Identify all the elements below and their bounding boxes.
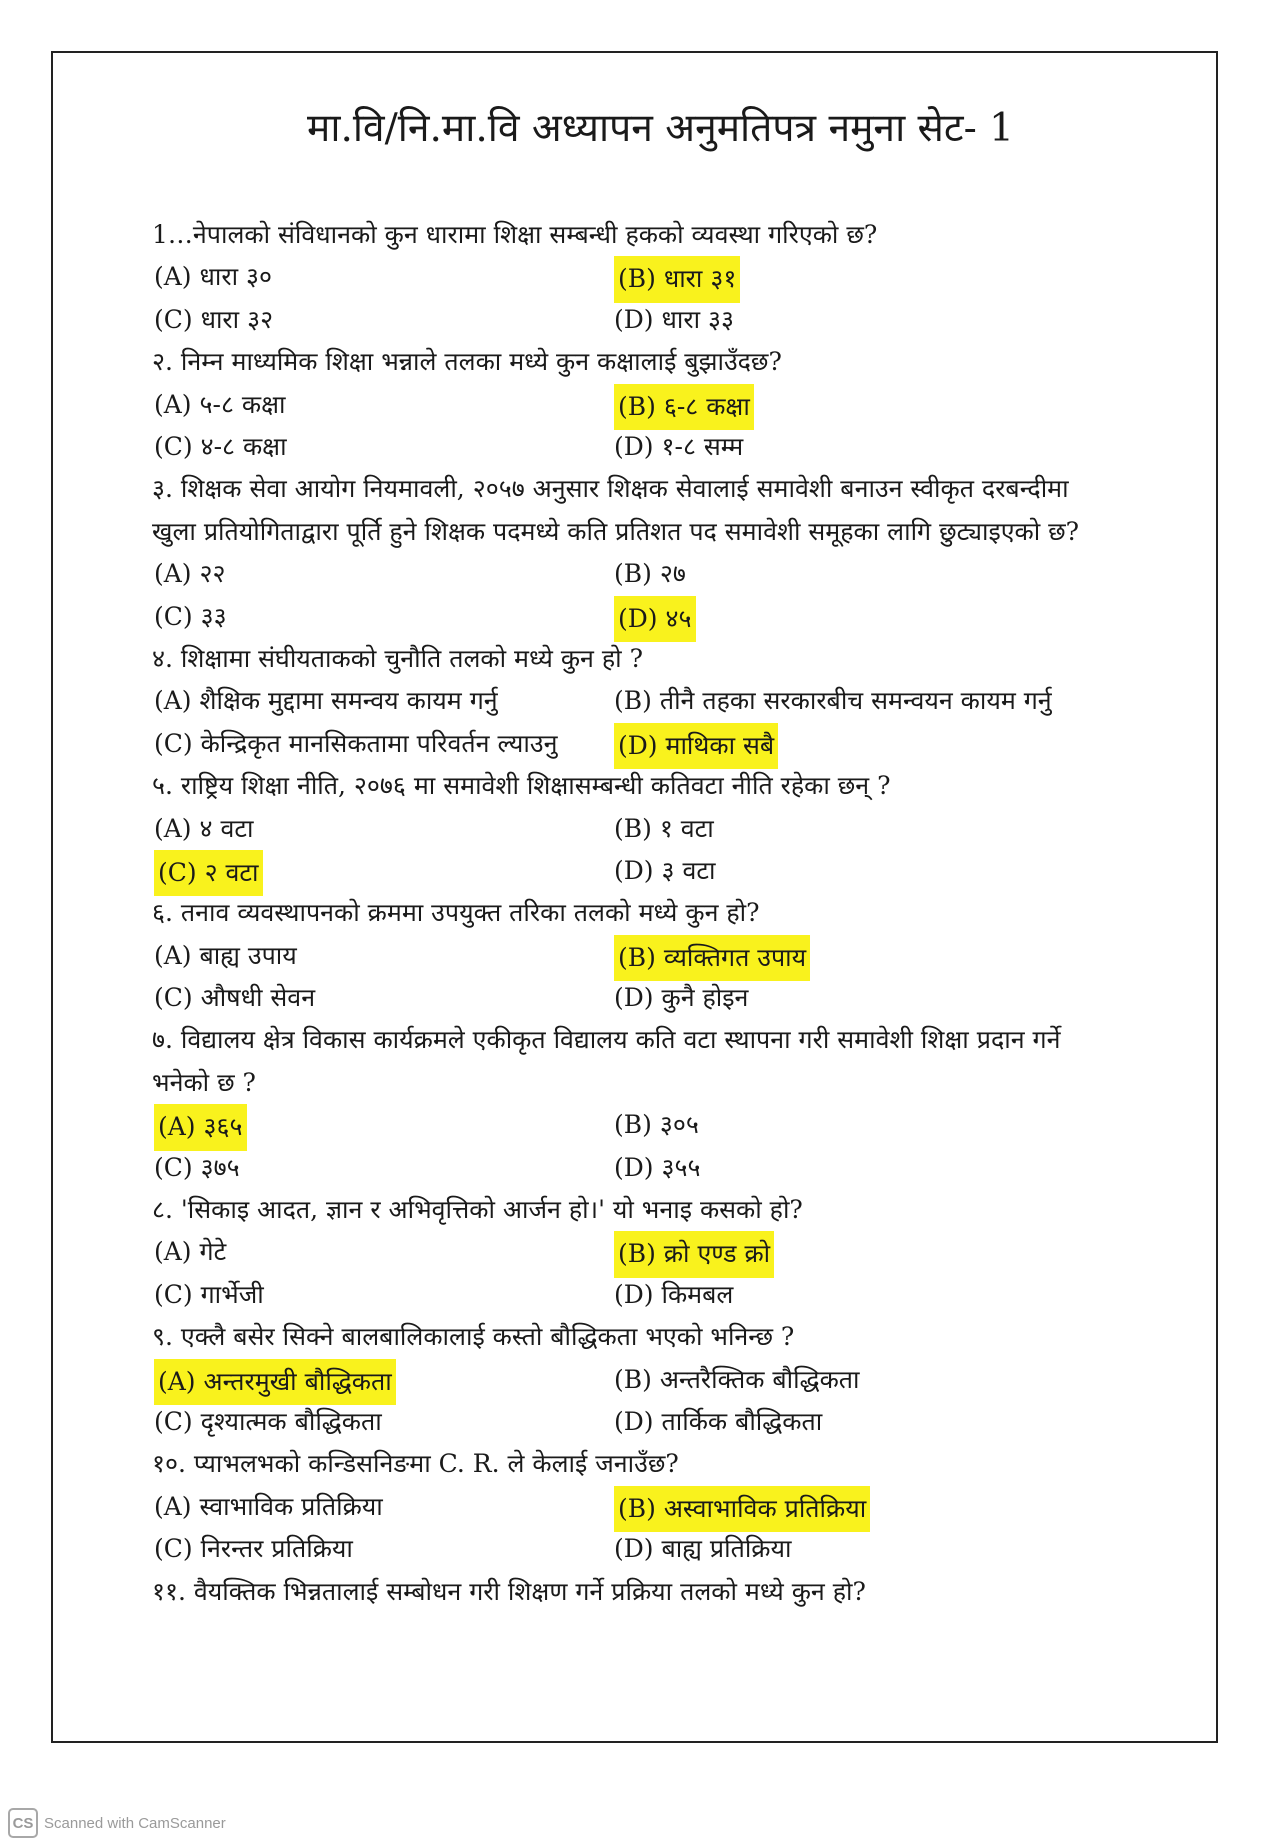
option-d-answer: (D) माथिका सबै: [614, 723, 778, 769]
option-a: (A) शैक्षिक मुद्दामा समन्वय कायम गर्नु: [154, 686, 498, 716]
options-row: [102, 1359, 1112, 1401]
question-7: ७. विद्यालय क्षेत्र विकास कार्यक्रमले एकीकृत विद्यालय कति वटा स्थापना गरी समावेशी शिक्षा प्रदान गर्ने भनेको छ ?: [152, 1025, 1061, 1097]
option-d: (D) कुनै होइन: [614, 983, 749, 1013]
question-5: ५. राष्ट्रिय शिक्षा नीति, २०७६ मा समावेशी शिक्षासम्बन्धी कतिवटा नीति रहेका छन् ?: [152, 771, 891, 801]
option-b-answer: (B) धारा ३१: [614, 256, 740, 302]
option-b: (B) २७: [614, 559, 686, 589]
option-a: (A) ५-८ कक्षा: [154, 389, 286, 419]
option-b-answer: (B) ६-८ कक्षा: [614, 384, 754, 430]
options-row: [102, 384, 1112, 426]
option-b-answer: (B) व्यक्तिगत उपाय: [614, 935, 810, 981]
options-row: [102, 1486, 1112, 1528]
page-title: मा.वि/नि.मा.वि अध्यापन अनुमतिपत्र नमुना सेट- 1: [307, 106, 1014, 151]
camscanner-logo-icon: CS: [8, 1808, 38, 1838]
options-row: [102, 596, 1112, 638]
option-d: (D) धारा ३३: [614, 304, 734, 334]
option-b: (B) तीनै तहका सरकारबीच समन्वयन कायम गर्नु: [614, 686, 1052, 716]
option-d: (D) ३५५: [614, 1152, 701, 1182]
option-d: (D) बाह्य प्रतिक्रिया: [614, 1534, 792, 1564]
option-a: (A) बाह्य उपाय: [154, 940, 297, 970]
option-c: (C) औषधी सेवन: [154, 983, 316, 1013]
options-row: [102, 680, 1112, 722]
option-a: (A) २२: [154, 559, 226, 589]
option-c: (C) धारा ३२: [154, 304, 274, 334]
options-row: [102, 1528, 1112, 1570]
options-row: [102, 808, 1112, 850]
options-row: [102, 1104, 1112, 1146]
options-row: [102, 977, 1112, 1019]
option-b-answer: (B) अस्वाभाविक प्रतिक्रिया: [614, 1486, 870, 1532]
options-row: [102, 1231, 1112, 1273]
options-row: [102, 935, 1112, 977]
option-a-answer: (A) अन्तरमुखी बौद्धिकता: [154, 1359, 396, 1405]
option-a: (A) गेटे: [154, 1237, 227, 1267]
option-c: (C) ४-८ कक्षा: [154, 431, 287, 461]
options-row: [102, 553, 1112, 595]
option-b-answer: (B) क्रो एण्ड क्रो: [614, 1231, 774, 1277]
option-c-answer: (C) २ वटा: [154, 850, 263, 896]
option-c: (C) ३३: [154, 601, 227, 631]
option-a: (A) ४ वटा: [154, 813, 254, 843]
options-row: [102, 299, 1112, 341]
option-c: (C) निरन्तर प्रतिक्रिया: [154, 1534, 353, 1564]
option-b: (B) १ वटा: [614, 813, 714, 843]
question-6: ६. तनाव व्यवस्थापनको क्रममा उपयुक्त तरिका तलको मध्ये कुन हो?: [152, 898, 760, 928]
option-d-answer: (D) ४५: [614, 596, 696, 642]
options-row: [102, 1147, 1112, 1189]
option-c: (C) ३७५: [154, 1152, 240, 1182]
option-a: (A) स्वाभाविक प्रतिक्रिया: [154, 1491, 383, 1521]
question-3: ३. शिक्षक सेवा आयोग नियमावली, २०५७ अनुसार शिक्षक सेवालाई समावेशी बनाउन स्वीकृत दरबन्दीमा खुला प्रतियोगिताद्वारा पूर्ति हुने शिक्षक पदमध्ये कति प्रतिशत पद समावेशी समूहका लागि छुट्याइएको छ?: [152, 474, 1080, 546]
question-list: [102, 214, 1112, 1613]
question-8: ८. 'सिकाइ आदत, ज्ञान र अभिवृत्तिको आर्जन हो।' यो भनाइ कसको हो?: [152, 1195, 803, 1225]
option-a: (A) धारा ३०: [154, 262, 273, 292]
question-10: १०. प्याभलभको कन्डिसनिङमा C. R. ले केलाई जनाउँछ?: [152, 1449, 679, 1479]
question-9: ९. एक्लै बसेर सिक्ने बालबालिकालाई कस्तो बौद्धिकता भएको भनिन्छ ?: [152, 1322, 795, 1352]
option-d: (D) किमबल: [614, 1279, 734, 1309]
question-1: 1…नेपालको संविधानको कुन धारामा शिक्षा सम्बन्धी हकको व्यवस्था गरिएको छ?: [152, 220, 878, 249]
option-c: (C) गार्भेजी: [154, 1279, 264, 1309]
option-b: (B) ३०५: [614, 1110, 699, 1140]
option-d: (D) ३ वटा: [614, 855, 716, 885]
option-d: (D) तार्किक बौद्धिकता: [614, 1407, 823, 1436]
options-row: [102, 256, 1112, 298]
watermark-text: Scanned with CamScanner: [44, 1814, 226, 1832]
question-4: ४. शिक्षामा संघीयताकको चुनौति तलको मध्ये कुन हो ?: [152, 643, 643, 673]
option-c: (C) दृश्यात्मक बौद्धिकता: [154, 1407, 382, 1436]
options-row: [102, 1401, 1112, 1443]
options-row: [102, 723, 1112, 765]
option-c: (C) केन्द्रिकृत मानसिकतामा परिवर्तन ल्याउनु: [154, 728, 558, 758]
option-a-answer: (A) ३६५: [154, 1104, 247, 1150]
camscanner-watermark: [8, 1808, 226, 1838]
question-11: ११. वैयक्तिक भिन्नतालाई सम्बोधन गरी शिक्षण गर्ने प्रक्रिया तलको मध्ये कुन हो?: [152, 1576, 866, 1606]
options-row: [102, 850, 1112, 892]
option-b: (B) अन्तरैक्तिक बौद्धिकता: [614, 1364, 860, 1394]
option-d: (D) १-८ सम्म: [614, 431, 744, 461]
options-row: [102, 426, 1112, 468]
options-row: [102, 1274, 1112, 1316]
question-2: २. निम्न माध्यमिक शिक्षा भन्नाले तलका मध्ये कुन कक्षालाई बुझाउँदछ?: [152, 347, 782, 377]
